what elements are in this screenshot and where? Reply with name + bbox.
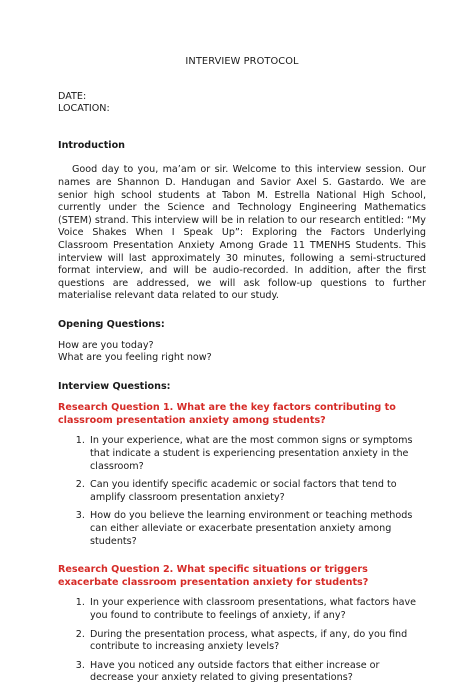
opening-questions-list: [58, 340, 426, 365]
research-question-1-list: [58, 435, 426, 548]
opening-question: How are you today?: [58, 339, 154, 351]
opening-questions-heading: Opening Questions:: [58, 318, 165, 330]
opening-question: What are you feeling right now?: [58, 352, 212, 364]
date-label: DATE:: [58, 90, 87, 102]
introduction-heading: Introduction: [58, 139, 125, 151]
question-item: 3. Have you noticed any outside factors that either increase or decrease your anxiety related to giving presentations?: [88, 660, 426, 685]
research-question-1: Research Question 1. What are the key factors contributing to classroom presentation anxiety among students?: [58, 402, 396, 426]
question-item: 2. Can you identify specific academic or social factors that tend to amplify classroom presentation anxiety?: [88, 479, 426, 504]
question-item: 2. During the presentation process, what aspects, if any, do you find contribute to increasing anxiety levels?: [88, 629, 426, 654]
interview-questions-heading: Interview Questions:: [58, 380, 171, 392]
introduction-paragraph: Good day to you, ma’am or sir. Welcome to this interview session. Our names are Shannon D. Handugan and Savior Axel S. Gastardo. We are senior high school students at Tabon M. Estrella National High School, currently under the Science and Technology Engineering Mathematics (STEM) strand. This interview will be in relation to our research entitled: “My Voice Shakes When I Speak Up”: Exploring the Factors Underlying Classroom Presentation Anxiety Among Grade 11 TMENHS Students. This interview will last approximately 30 minutes, following a semi-structured format interview, and will be audio-recorded. In addition, after the first questions are addressed, we will ask follow-up questions to further materialise relevant data related to our study.: [58, 164, 426, 302]
document-title: INTERVIEW PROTOCOL: [185, 56, 299, 67]
question-item: 3. How do you believe the learning environment or teaching methods can either alleviate or exacerbate presentation anxiety among students?: [88, 510, 426, 548]
question-item: 1. In your experience, what are the most common signs or symptoms that indicate a student is experiencing presentation anxiety in the classroom?: [88, 435, 426, 473]
meta-block: [58, 91, 426, 116]
location-label: LOCATION:: [58, 103, 110, 115]
question-item: 1. In your experience with classroom presentations, what factors have you found to contribute to feelings of anxiety, if any?: [88, 597, 426, 622]
research-question-2: Research Question 2. What specific situations or triggers exacerbate classroom presentation anxiety for students?: [58, 564, 369, 588]
research-question-2-list: [58, 597, 426, 685]
